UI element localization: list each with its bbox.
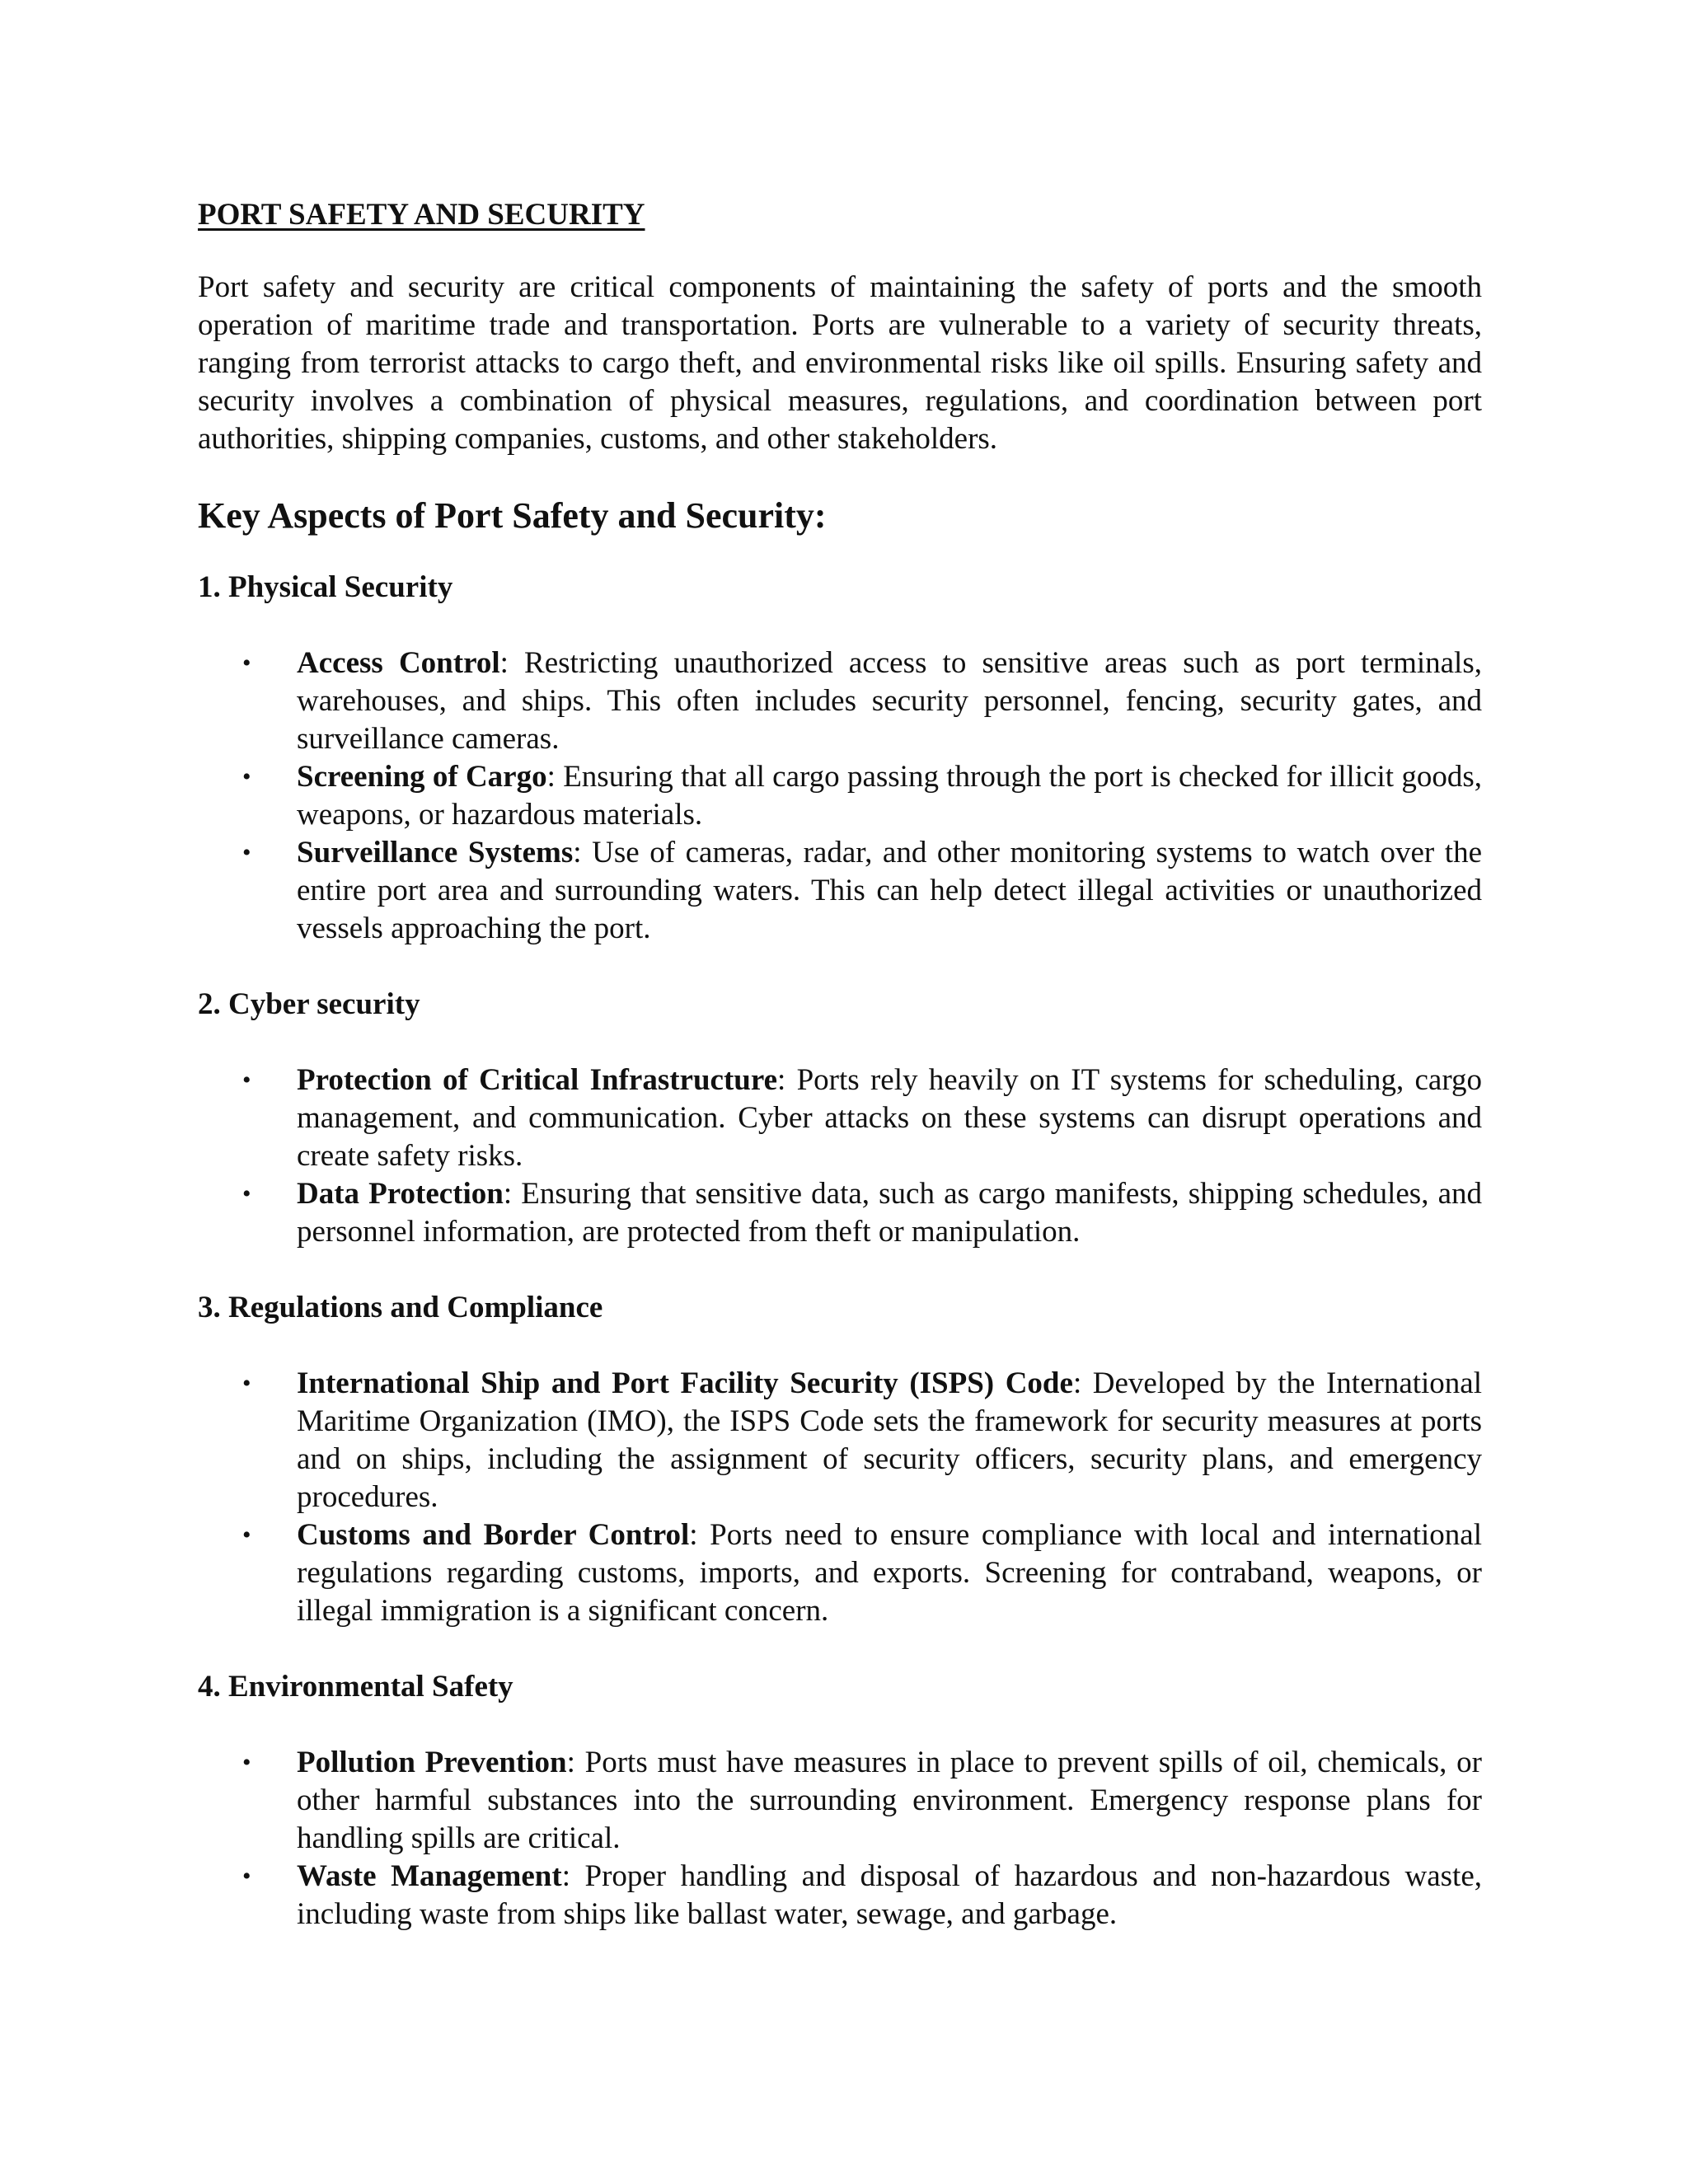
key-aspects-heading: Key Aspects of Port Safety and Security:: [198, 495, 827, 536]
item-term: International Ship and Port Facility Security (ISPS) Code: [297, 1366, 1073, 1400]
list-item: [198, 758, 1482, 834]
bullet-icon: •: [242, 649, 251, 677]
item-text: : Ports need to ensure compliance with local and international regulations regarding customs, imports, and exports. Screening for contraband, weapons, or illegal immigration is a significant concern.: [297, 1518, 1483, 1628]
bullet-list-cyber-security: [198, 1062, 1482, 1251]
list-item: [198, 1516, 1482, 1630]
bullet-icon: •: [242, 1863, 251, 1890]
section-heading-environmental-safety: 4. Environmental Safety: [198, 1670, 513, 1704]
bullet-list-environmental-safety: [198, 1744, 1482, 1933]
item-term: Waste Management: [297, 1859, 562, 1893]
section-heading-cyber-security: 2. Cyber security: [198, 987, 420, 1021]
item-text: : Ensuring that sensitive data, such as cargo manifests, shipping schedules, and personnel information, are protected from theft or manipulation.: [297, 1177, 1482, 1249]
list-item: [198, 1365, 1482, 1516]
item-text: : Restricting unauthorized access to sensitive areas such as port terminals, warehouses, and ships. This often includes security personnel, fencing, security gates, and surveillance cameras.: [297, 646, 1482, 756]
item-text: : Proper handling and disposal of hazardous and non-hazardous waste, including waste from ships like ballast water, sewage, and garbage.: [297, 1859, 1482, 1931]
bullet-icon: •: [242, 1749, 251, 1776]
bullet-icon: •: [242, 1370, 251, 1397]
item-term: Surveillance Systems: [297, 836, 574, 869]
item-term: Customs and Border Control: [297, 1518, 690, 1552]
intro-paragraph: Port safety and security are critical components of maintaining the safety of ports and the smooth operation of maritime trade and transportation. Ports are vulnerable to a variety of security threats, ranging from terrorist attacks to cargo theft, and environmental risks like oil spills. Ensuring safety and security involves a combination of physical measures, regulations, and coordination between port authorities, shipping companies, customs, and other stakeholders.: [198, 270, 1482, 456]
item-text: : Developed by the International Maritime Organization (IMO), the ISPS Code sets the framework for security measures at ports and on ships, including the assignment of security officers, security plans, and emergency procedures.: [297, 1366, 1483, 1514]
list-item: [198, 1858, 1482, 1933]
list-item: [198, 834, 1482, 948]
item-term: Pollution Prevention: [297, 1746, 567, 1779]
section-heading-regulations: 3. Regulations and Compliance: [198, 1291, 603, 1324]
bullet-icon: •: [242, 1066, 251, 1094]
bullet-icon: •: [242, 839, 251, 866]
list-item: [198, 1175, 1482, 1251]
bullet-icon: •: [242, 763, 251, 790]
item-text: : Use of cameras, radar, and other monitoring systems to watch over the entire port area and surrounding waters. This can help detect illegal activities or unauthorized vessels approaching the port.: [297, 836, 1482, 945]
list-item: [198, 644, 1482, 758]
document-body: [198, 196, 1482, 1971]
list-item: [198, 1744, 1482, 1858]
document-title: PORT SAFETY AND SECURITY: [198, 198, 645, 232]
item-term: Protection of Critical Infrastructure: [297, 1063, 778, 1097]
item-text: : Ensuring that all cargo passing through the port is checked for illicit goods, weapons, or hazardous materials.: [297, 760, 1483, 832]
item-text: : Ports must have measures in place to prevent spills of oil, chemicals, or other harmful substances into the surrounding environment. Emergency response plans for handling spills are critical.: [297, 1746, 1482, 1855]
item-term: Screening of Cargo: [297, 760, 547, 794]
section-heading-physical-security: 1. Physical Security: [198, 570, 453, 604]
bullet-list-regulations: [198, 1365, 1482, 1630]
item-term: Data Protection: [297, 1177, 504, 1211]
list-item: [198, 1062, 1482, 1175]
item-text: : Ports rely heavily on IT systems for scheduling, cargo management, and communication. Cyber attacks on these systems can disrupt operations and create safety risks.: [297, 1063, 1483, 1173]
item-term: Access Control: [297, 646, 500, 680]
bullet-icon: •: [242, 1521, 251, 1549]
bullet-icon: •: [242, 1180, 251, 1207]
bullet-list-physical-security: [198, 644, 1482, 948]
